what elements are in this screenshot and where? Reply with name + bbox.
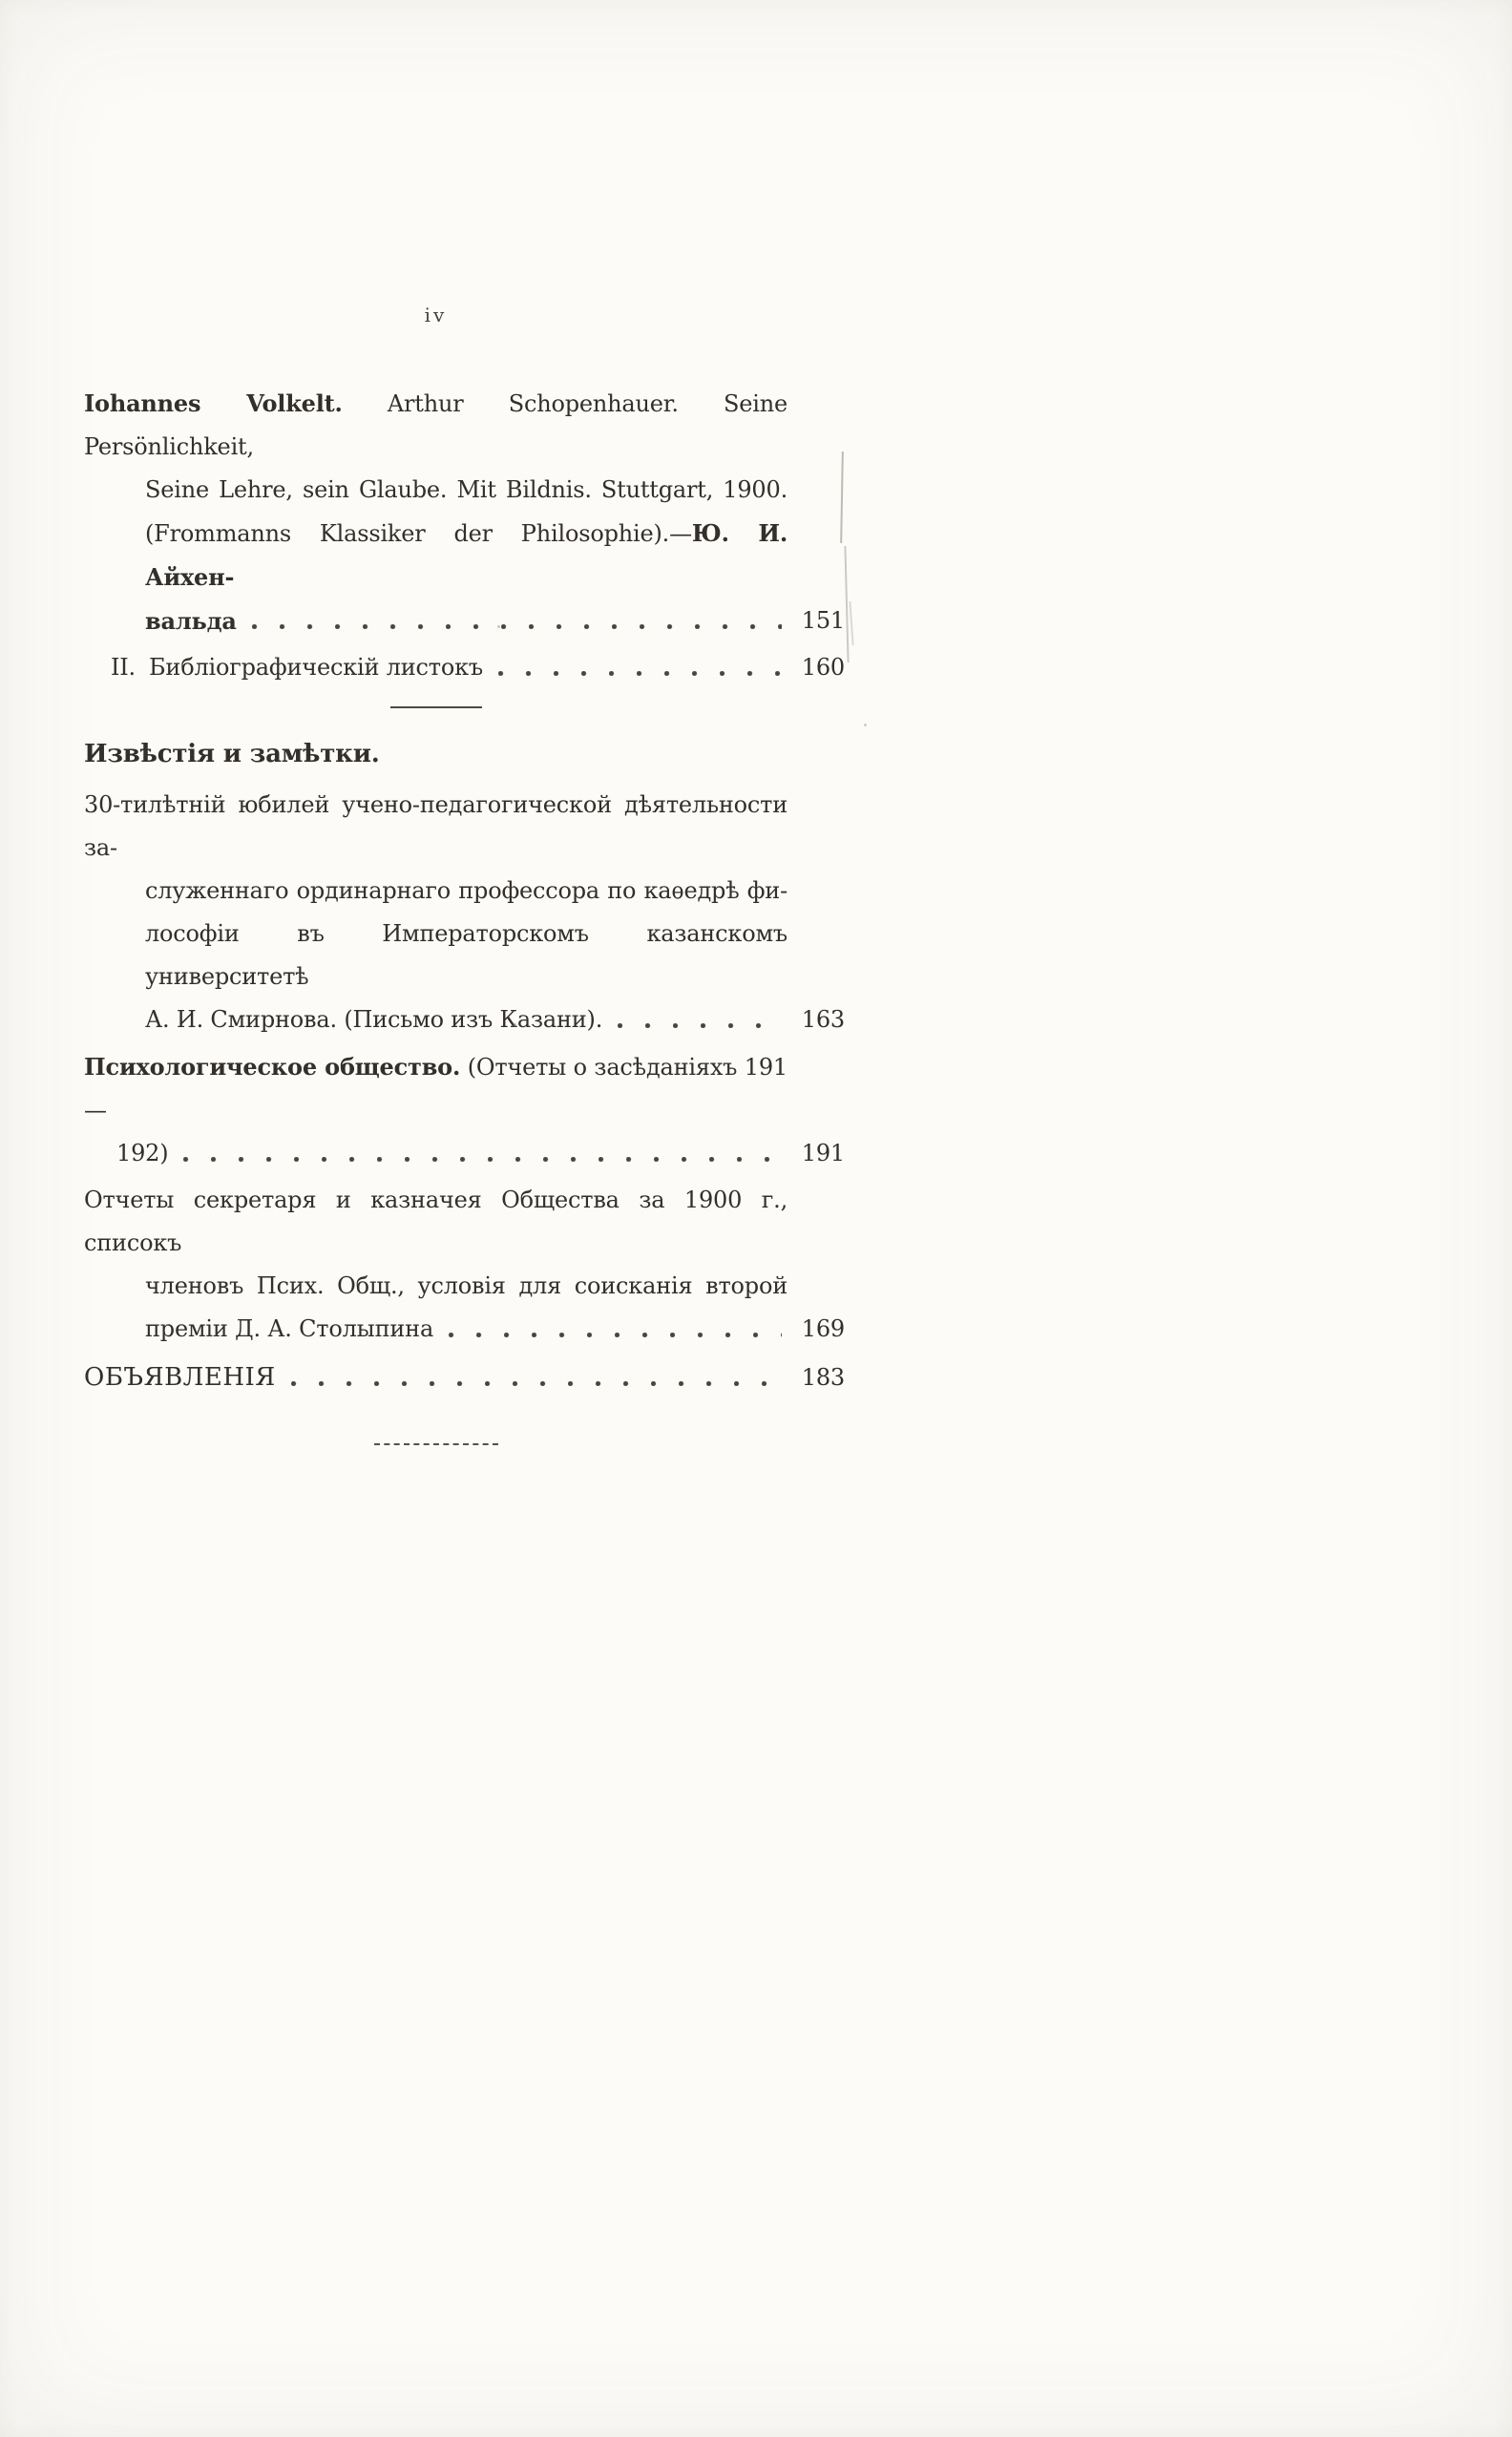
toc-line — [84, 382, 788, 469]
entry-numeral: II. — [111, 654, 136, 681]
section-heading — [84, 733, 788, 776]
page-number: 183 — [801, 1364, 845, 1391]
toc-line — [84, 1356, 845, 1399]
scan-speck — [497, 625, 500, 628]
entry-text: (Frommanns Klassiker der Philosophie).— — [145, 520, 692, 547]
toc-line — [84, 1179, 788, 1265]
section-heading-text: Извѣстія и замѣтки. — [84, 740, 380, 768]
entry-text: служеннаго ординарнаго профессора по каѳедрѣ фи- — [145, 877, 788, 904]
toc-line — [84, 646, 845, 689]
entry-text: Seine Lehre, sein Glaube. Mit Bildnis. Stuttgart, 1900. — [145, 476, 788, 503]
toc-entry-jubilee — [84, 784, 845, 1041]
dot-leader — [248, 599, 782, 642]
page-number: 163 — [801, 1006, 845, 1033]
entry-text: 192) — [116, 1140, 169, 1166]
toc-line — [84, 913, 788, 998]
dot-leader — [179, 1132, 782, 1175]
toc-line — [84, 870, 788, 913]
entry-author-bold: Iohannes Volkelt. — [84, 389, 343, 417]
entry-author-bold: вальда — [145, 607, 237, 635]
entry-text: (Отчеты о засѣданіяхъ 191— — [84, 1054, 788, 1124]
scan-artifact-line — [840, 452, 844, 543]
toc-line — [84, 1132, 845, 1175]
entry-text: Отчеты секретаря и казначея Общества за 1900 г., списокъ — [84, 1187, 788, 1256]
toc-line — [84, 1265, 788, 1308]
entry-text: преміи Д. А. Столыпина — [145, 1315, 434, 1342]
dot-leader — [445, 1308, 782, 1351]
section-divider — [390, 706, 482, 708]
entry-text: лософіи въ Императорскомъ казанскомъ университетѣ — [145, 920, 788, 990]
toc-entry-bibliographic — [84, 646, 845, 689]
toc-line — [84, 512, 788, 599]
toc-entry-announcements — [84, 1356, 845, 1399]
page-folio-number: iv — [424, 304, 448, 326]
toc-line — [84, 599, 845, 642]
end-divider — [374, 1443, 498, 1445]
toc-line — [84, 998, 845, 1041]
toc-entry-volkelt — [84, 382, 845, 642]
scan-speck — [864, 724, 867, 726]
page-number: 191 — [801, 1140, 845, 1166]
entry-text: 30-тилѣтній юбилей учено-педагогической дѣятельности за- — [84, 791, 788, 861]
table-of-contents — [84, 382, 845, 1445]
toc-entry-psychological-society — [84, 1045, 845, 1175]
toc-line — [84, 1045, 788, 1132]
toc-line — [84, 469, 788, 512]
dot-leader — [494, 646, 782, 689]
entry-text: А. И. Смирнова. (Письмо изъ Казани). — [145, 1006, 603, 1033]
page-number: 169 — [801, 1315, 845, 1342]
entry-text: Библіографическій листокъ — [149, 654, 483, 681]
page-number: 160 — [801, 654, 845, 681]
entry-text: членовъ Псих. Общ., условія для соисканія второй — [145, 1272, 788, 1299]
entry-text: ОБЪЯВЛЕНІЯ — [84, 1363, 276, 1392]
entry-text: Arthur Schopenhauer. Seine Persönlichkeit, — [84, 390, 788, 460]
dot-leader — [614, 998, 782, 1041]
toc-entry-reports — [84, 1179, 845, 1351]
toc-line — [84, 1308, 845, 1351]
entry-title-bold: Психологическое общество. — [84, 1053, 461, 1081]
page-number: 151 — [801, 607, 845, 634]
toc-line — [84, 784, 788, 870]
scan-speck — [513, 1023, 516, 1027]
scan-artifact-line — [849, 601, 853, 645]
dot-leader — [287, 1356, 782, 1399]
entry-author-bold: Ю. И. Айхен- — [145, 519, 788, 591]
